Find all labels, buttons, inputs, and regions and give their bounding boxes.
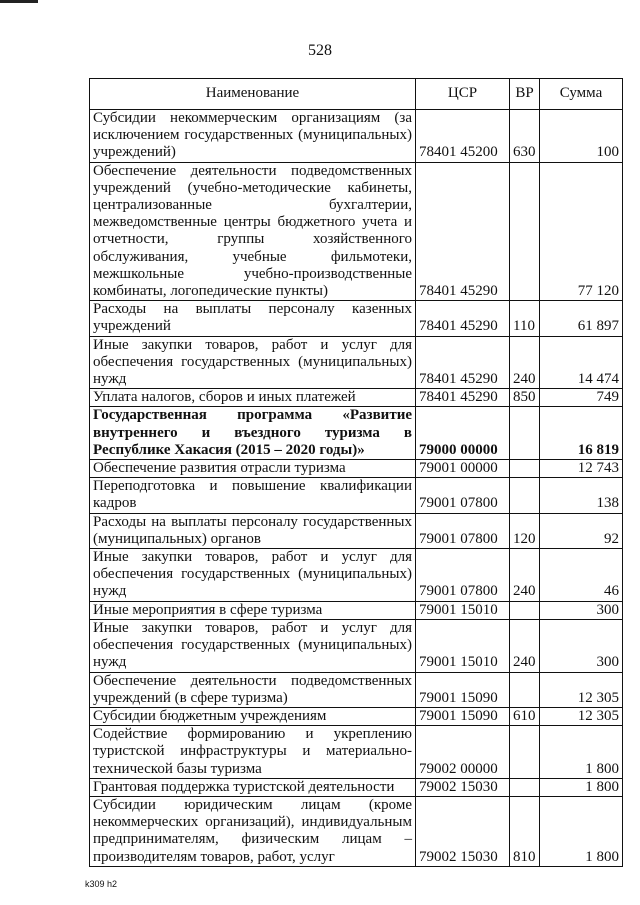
row-sum-cell: 12 305 — [540, 672, 623, 707]
row-code-cell: 79001 15090 — [416, 707, 510, 725]
table-row — [90, 778, 623, 796]
table-row — [90, 601, 623, 619]
row-code-cell: 78401 45290 — [416, 336, 510, 389]
row-name-cell: Уплата налогов, сборов и иных платежей — [90, 389, 416, 407]
row-vr-cell — [510, 726, 540, 779]
row-vr-cell — [510, 407, 540, 460]
row-code-cell: 79000 00000 — [416, 407, 510, 460]
row-name-cell: Субсидии юридическим лицам (кроме некоммерческих организаций), индивидуальным предпринимателям, физическим лицам – производителям товаров, работ, услуг — [90, 796, 416, 866]
row-name-cell: Иные закупки товаров, работ и услуг для обеспечения государственных (муниципальных) нужд — [90, 549, 416, 602]
row-sum-cell: 1 800 — [540, 726, 623, 779]
row-name-cell: Иные закупки товаров, работ и услуг для обеспечения государственных (муниципальных) нужд — [90, 619, 416, 672]
row-code-cell: 78401 45200 — [416, 110, 510, 163]
row-code-cell: 79001 07800 — [416, 549, 510, 602]
row-vr-cell — [510, 601, 540, 619]
row-name-cell: Иные закупки товаров, работ и услуг для обеспечения государственных (муниципальных) нужд — [90, 336, 416, 389]
row-code-cell: 79001 15090 — [416, 672, 510, 707]
row-vr-cell: 630 — [510, 110, 540, 163]
row-code-cell: 79001 07800 — [416, 478, 510, 513]
table-row — [90, 478, 623, 513]
row-vr-cell: 120 — [510, 513, 540, 548]
table-row — [90, 460, 623, 478]
row-sum-cell: 14 474 — [540, 336, 623, 389]
row-name-cell: Грантовая поддержка туристской деятельности — [90, 778, 416, 796]
row-name-cell: Обеспечение деятельности подведомственных учреждений (в сфере туризма) — [90, 672, 416, 707]
row-code-cell: 79002 15030 — [416, 796, 510, 866]
header-vr: ВР — [510, 79, 540, 110]
page-number: 528 — [308, 42, 332, 59]
row-sum-cell: 100 — [540, 110, 623, 163]
row-name-cell: Субсидии некоммерческим организациям (за исключением государственных (муниципальных) учреждений) — [90, 110, 416, 163]
row-name-cell: Государственная программа «Развитие внутреннего и въездного туризма в Республике Хакасия (2015 – 2020 годы)» — [90, 407, 416, 460]
row-vr-cell: 240 — [510, 619, 540, 672]
header-code: ЦСР — [416, 79, 510, 110]
footer-code: k309 h2 — [85, 879, 118, 889]
table-row — [90, 336, 623, 389]
table-row — [90, 162, 623, 301]
table-row — [90, 707, 623, 725]
row-sum-cell: 300 — [540, 619, 623, 672]
row-sum-cell: 16 819 — [540, 407, 623, 460]
row-vr-cell — [510, 162, 540, 301]
table-row — [90, 672, 623, 707]
scan-corner-mark — [0, 0, 38, 3]
row-sum-cell: 77 120 — [540, 162, 623, 301]
row-name-cell: Субсидии бюджетным учреждениям — [90, 707, 416, 725]
header-sum: Сумма — [540, 79, 623, 110]
header-name: Наименование — [90, 79, 416, 110]
table-row — [90, 549, 623, 602]
table-row — [90, 619, 623, 672]
table-row — [90, 796, 623, 866]
table-row — [90, 301, 623, 336]
row-vr-cell: 240 — [510, 549, 540, 602]
row-name-cell: Расходы на выплаты персоналу государственных (муниципальных) органов — [90, 513, 416, 548]
row-code-cell: 79001 07800 — [416, 513, 510, 548]
row-vr-cell — [510, 672, 540, 707]
row-code-cell: 78401 45290 — [416, 301, 510, 336]
row-sum-cell: 92 — [540, 513, 623, 548]
row-name-cell: Содействие формированию и укреплению туристской инфраструктуры и материально-технической базы туризма — [90, 726, 416, 779]
row-name-cell: Обеспечение деятельности подведомственных учреждений (учебно-методические кабинеты, централизованные бухгалтерии, межведомственные центры бюджетного учета и отчетности, группы хозяйственного обслуживания, учебные фильмотеки, межшкольные учебно-производственные комбинаты, логопедические пункты) — [90, 162, 416, 301]
row-sum-cell: 1 800 — [540, 796, 623, 866]
row-sum-cell: 12 305 — [540, 707, 623, 725]
row-vr-cell: 810 — [510, 796, 540, 866]
row-code-cell: 78401 45290 — [416, 162, 510, 301]
row-code-cell: 79002 15030 — [416, 778, 510, 796]
row-vr-cell: 240 — [510, 336, 540, 389]
row-vr-cell: 610 — [510, 707, 540, 725]
row-sum-cell: 300 — [540, 601, 623, 619]
table-row — [90, 726, 623, 779]
row-sum-cell: 61 897 — [540, 301, 623, 336]
row-code-cell: 79002 00000 — [416, 726, 510, 779]
row-vr-cell: 850 — [510, 389, 540, 407]
row-sum-cell: 12 743 — [540, 460, 623, 478]
row-code-cell: 79001 15010 — [416, 601, 510, 619]
row-vr-cell — [510, 778, 540, 796]
row-vr-cell: 110 — [510, 301, 540, 336]
table-row — [90, 407, 623, 460]
table-row — [90, 513, 623, 548]
table-row — [90, 110, 623, 163]
row-name-cell: Переподготовка и повышение квалификации кадров — [90, 478, 416, 513]
row-name-cell: Расходы на выплаты персоналу казенных учреждений — [90, 301, 416, 336]
budget-table — [89, 78, 623, 867]
table-row — [90, 389, 623, 407]
row-name-cell: Обеспечение развития отрасли туризма — [90, 460, 416, 478]
row-sum-cell: 46 — [540, 549, 623, 602]
row-code-cell: 78401 45290 — [416, 389, 510, 407]
row-vr-cell — [510, 460, 540, 478]
row-sum-cell: 138 — [540, 478, 623, 513]
row-code-cell: 79001 00000 — [416, 460, 510, 478]
row-code-cell: 79001 15010 — [416, 619, 510, 672]
row-sum-cell: 749 — [540, 389, 623, 407]
row-vr-cell — [510, 478, 540, 513]
row-sum-cell: 1 800 — [540, 778, 623, 796]
row-name-cell: Иные мероприятия в сфере туризма — [90, 601, 416, 619]
table-header-row — [90, 79, 623, 110]
